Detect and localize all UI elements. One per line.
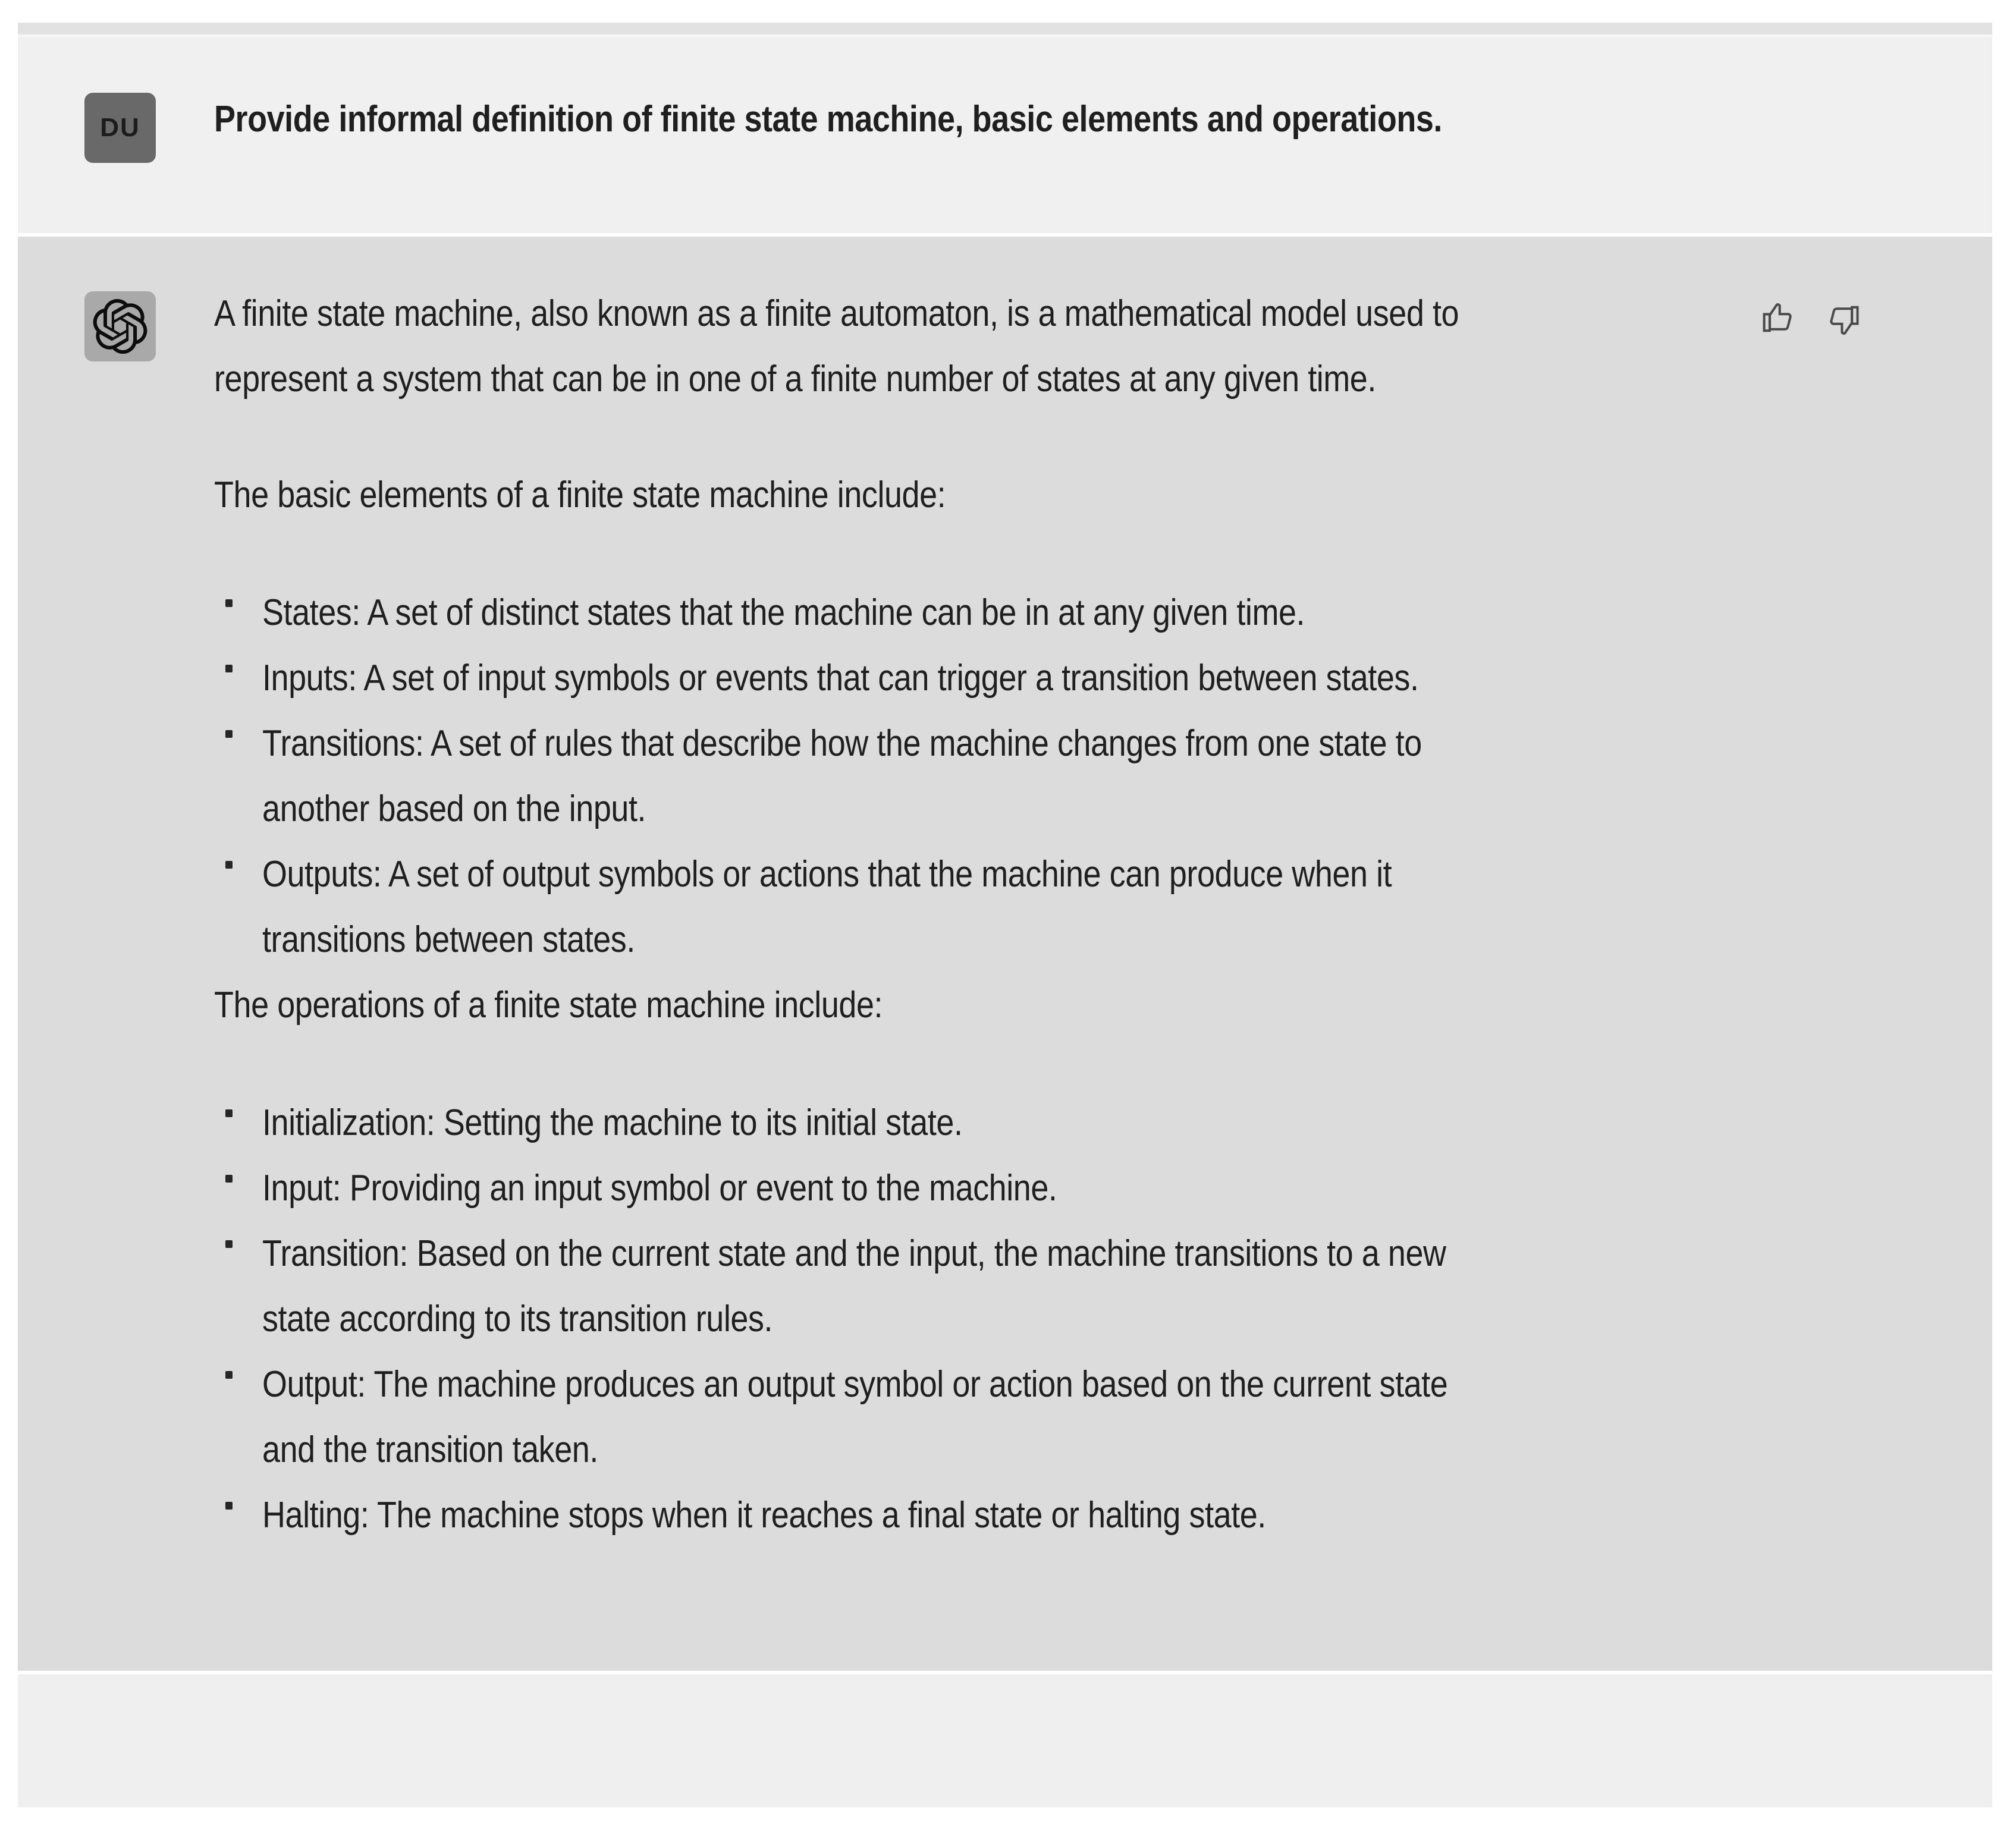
user-avatar-initials: DU [100, 113, 140, 142]
operations-heading: The operations of a finite state machine include: [214, 985, 883, 1026]
list-item: Initialization: Setting the machine to its initial state. [262, 1090, 1903, 1156]
intro-line: A finite state machine, also known as a finite automaton, is a mathematical model used to [214, 293, 1459, 334]
list-item: Inputs: A set of input symbols or events that can trigger a transition between states. [262, 646, 1903, 711]
user-message [18, 37, 1992, 233]
operations-list [214, 1090, 1903, 1548]
chat-thread [18, 23, 1992, 1807]
elements-list [214, 580, 1903, 973]
list-item: Halting: The machine stops when it reaches a final state or halting state. [262, 1483, 1903, 1548]
list-item: Outputs: A set of output symbols or actions that the machine can produce when it transitions between states. [262, 842, 1903, 973]
user-avatar [84, 93, 156, 163]
user-message-line: Provide informal definition of finite state machine, basic elements and operations. [214, 99, 1442, 140]
previous-message-edge [18, 23, 1992, 34]
list-item: Output: The machine produces an output symbol or action based on the current state and the transition taken. [262, 1352, 1903, 1483]
elements-heading: The basic elements of a finite state machine include: [214, 474, 946, 515]
intro-line: represent a system that can be in one of a finite number of states at any given time. [214, 359, 1376, 400]
list-item: States: A set of distinct states that the machine can be in at any given time. [262, 580, 1903, 646]
assistant-message-text [214, 281, 1903, 1548]
list-item: Input: Providing an input symbol or event to the machine. [262, 1156, 1903, 1221]
list-item: Transition: Based on the current state and the input, the machine transitions to a new state according to its transition rules. [262, 1221, 1903, 1352]
assistant-intro-paragraph [214, 281, 1903, 412]
user-message-text [214, 87, 1626, 152]
assistant-avatar [84, 291, 156, 361]
next-section-band [18, 1674, 1992, 1807]
openai-logo-icon [93, 299, 147, 354]
assistant-message [18, 237, 1992, 1671]
list-item: Transitions: A set of rules that describe how the machine changes from one state to another based on the input. [262, 711, 1903, 842]
